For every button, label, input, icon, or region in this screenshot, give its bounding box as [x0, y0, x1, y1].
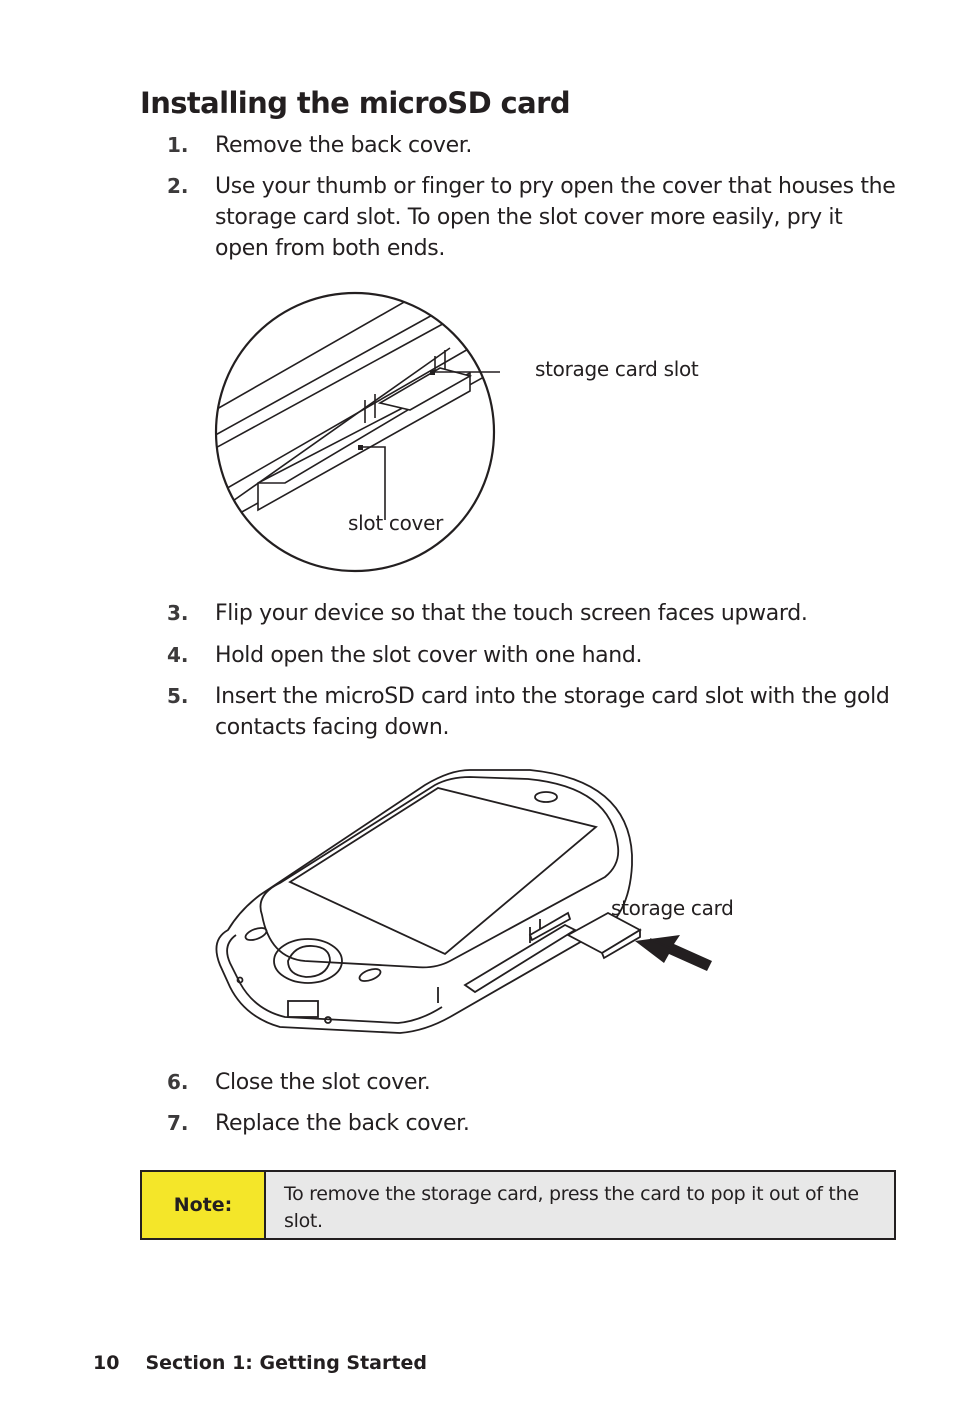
note-text: To remove the storage card, press the card to pop it out of the slot.	[266, 1172, 894, 1238]
storage-card-callout: storage card	[611, 896, 734, 920]
step-text: Hold open the slot cover with one hand.	[215, 643, 643, 668]
step-number: 4.	[167, 643, 189, 667]
step-text: Flip your device so that the touch screen faces upward.	[215, 601, 808, 626]
page-number: 10	[93, 1352, 120, 1374]
step-text: Insert the microSD card into the storage card slot with the gold contacts facing down.	[215, 684, 890, 740]
slot-cover-callout: slot cover	[348, 511, 444, 535]
step-number: 1.	[167, 133, 189, 157]
step-number: 3.	[167, 601, 189, 625]
step-number: 2.	[167, 174, 189, 198]
note-box	[140, 1170, 896, 1240]
step-number: 5.	[167, 684, 189, 708]
step-text: Remove the back cover.	[215, 133, 473, 158]
step-text: Close the slot cover.	[215, 1070, 431, 1095]
step-number: 6.	[167, 1070, 189, 1094]
step-text: Replace the back cover.	[215, 1111, 470, 1136]
step-number: 7.	[167, 1111, 189, 1135]
step-text: Use your thumb or finger to pry open the cover that houses the storage card slot. To open the slot cover more easily, pry it open from both ends.	[215, 174, 896, 261]
page-footer	[93, 1352, 427, 1374]
section-title: Section 1: Getting Started	[145, 1352, 427, 1374]
note-label: Note:	[142, 1172, 266, 1238]
page-title: Installing the microSD card	[140, 86, 570, 120]
storage-card-slot-callout: storage card slot	[535, 357, 699, 381]
